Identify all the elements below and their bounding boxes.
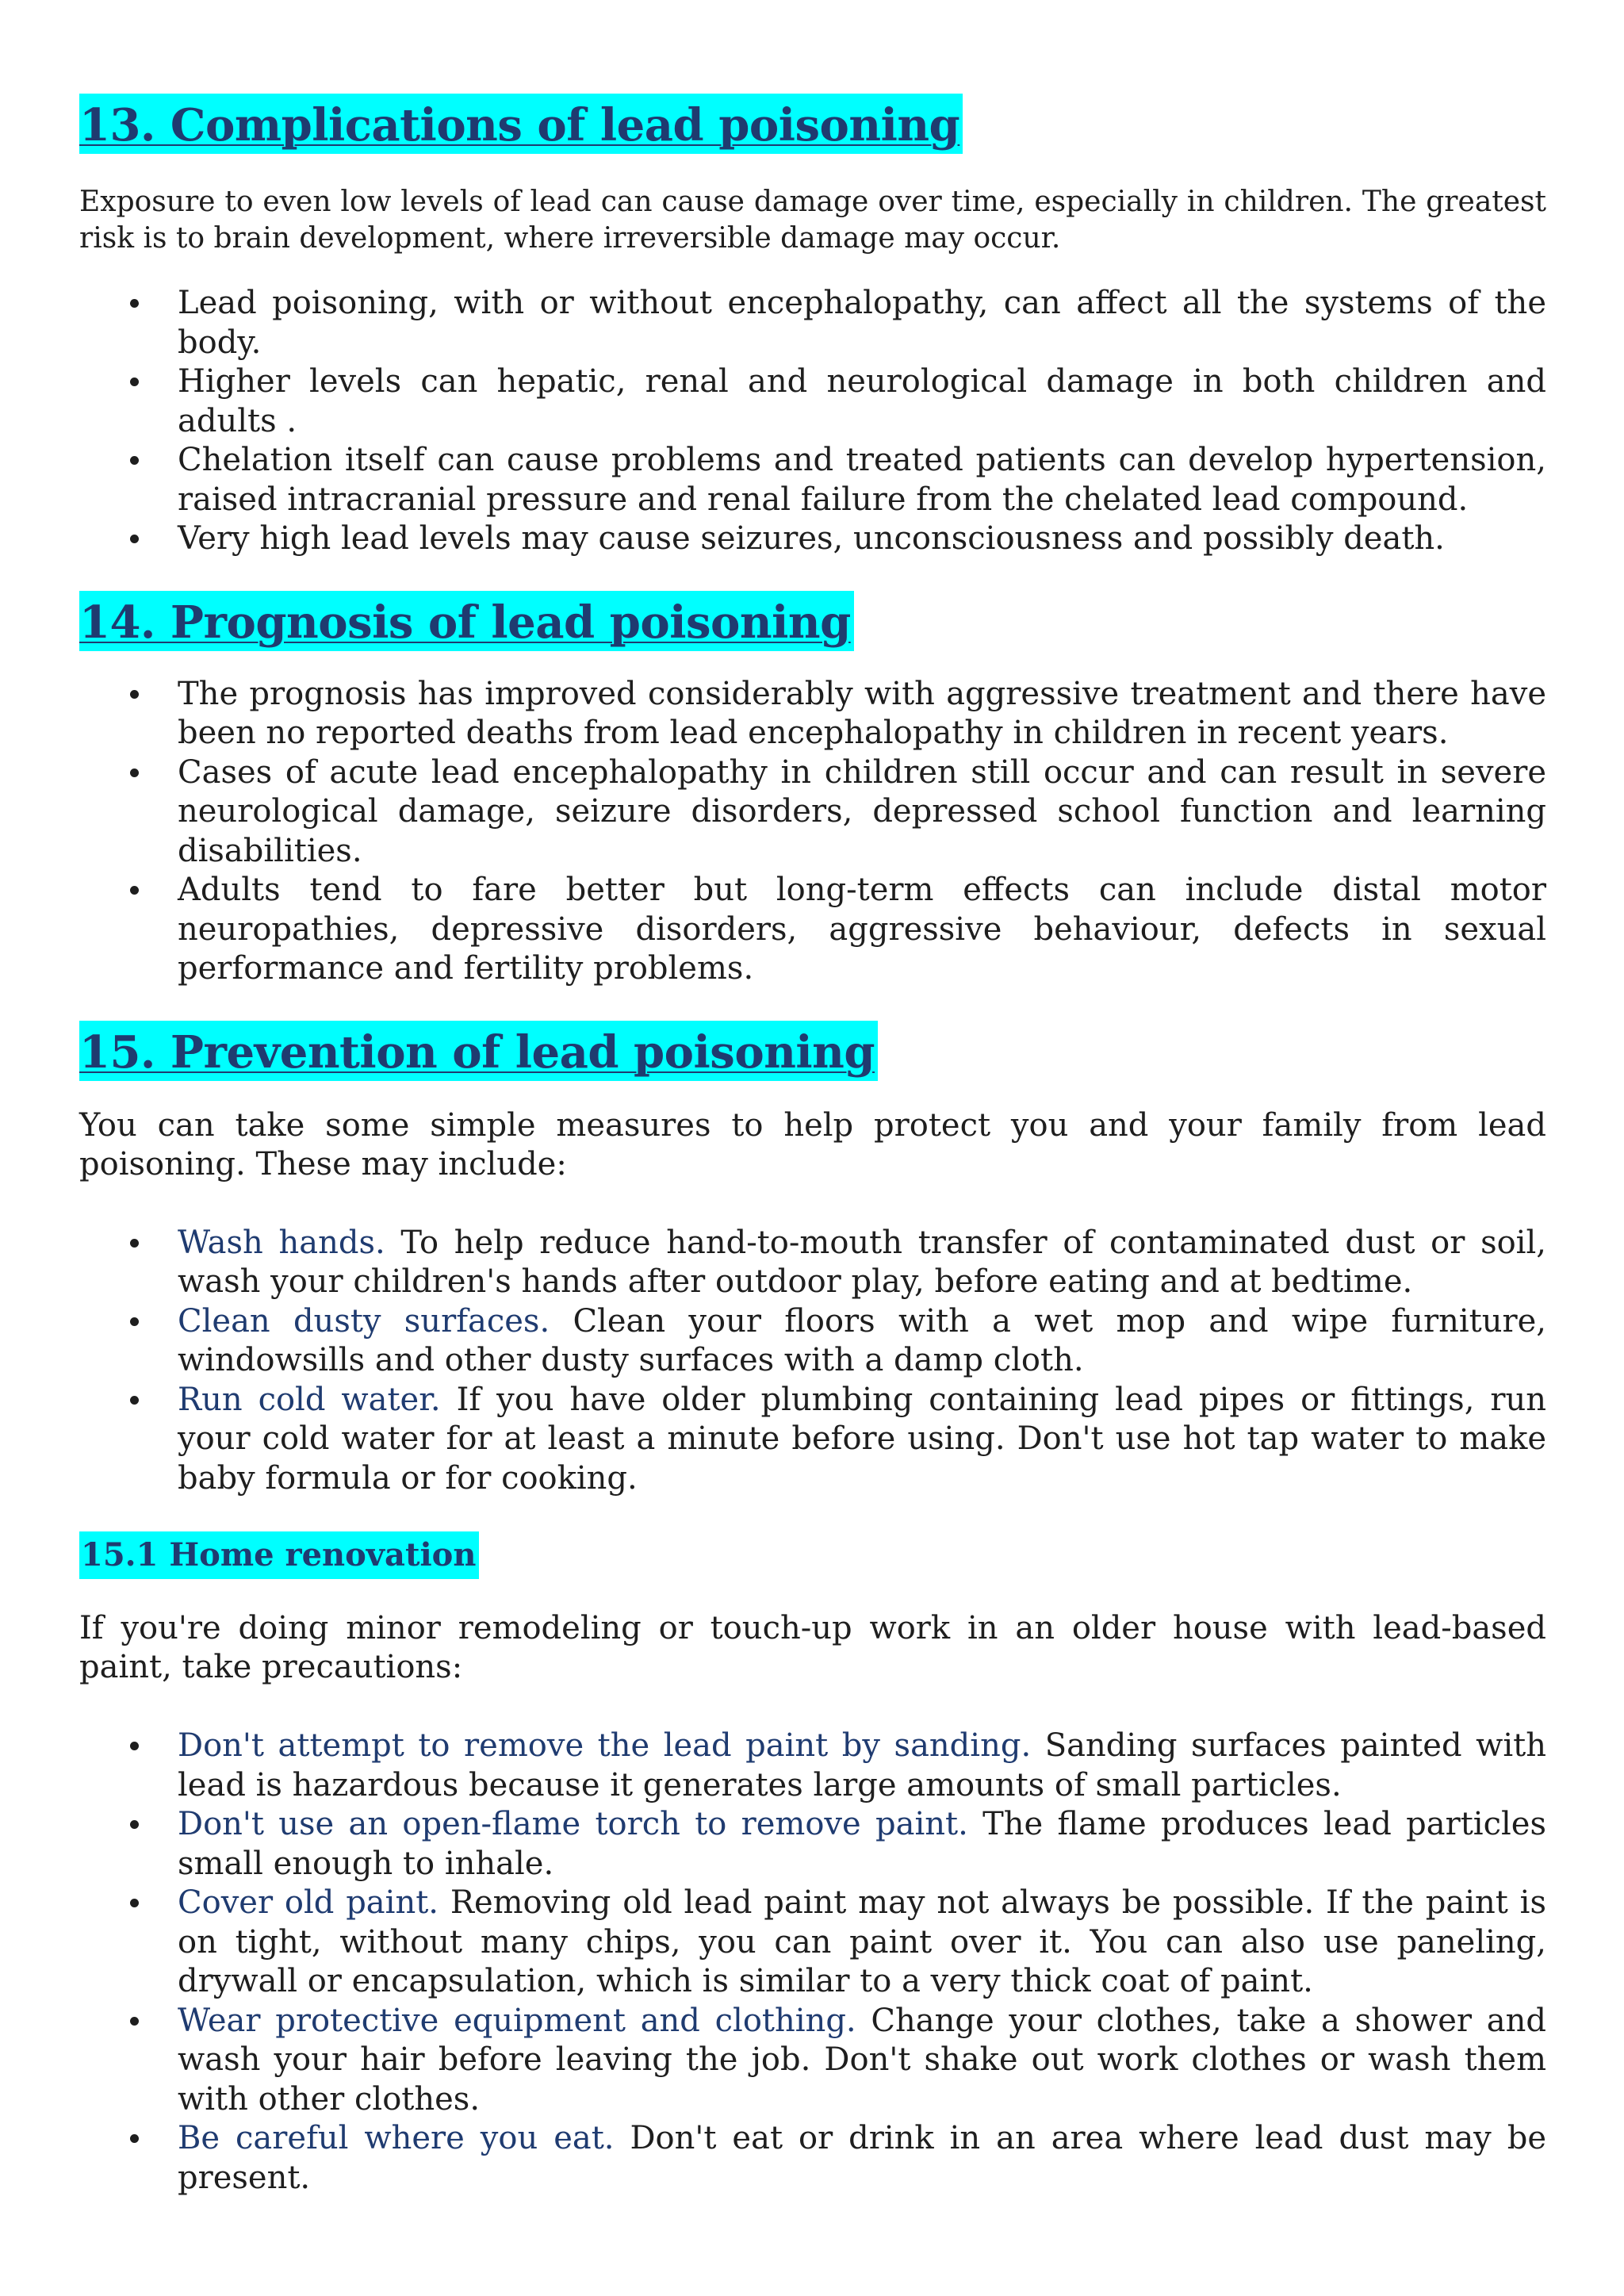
bullet-icon xyxy=(130,1396,139,1405)
section-prognosis xyxy=(79,591,1546,989)
item-lead: Cover old paint. xyxy=(178,1884,439,1921)
list-item: Higher levels can hepatic, renal and neurological damage in both children and adults . xyxy=(79,362,1546,441)
bullet-icon xyxy=(130,1317,139,1326)
item-lead: Wear protective equipment and clothing. xyxy=(178,2002,856,2039)
bullet-list xyxy=(79,675,1546,989)
list-item: The prognosis has improved considerably with aggressive treatment and there have been no reported deaths from lead encephalopathy in children in recent years. xyxy=(79,675,1546,753)
list-item: Be careful where you eat. Don't eat or drink in an area where lead dust may be present. xyxy=(79,2119,1546,2198)
item-lead: Clean dusty surfaces. xyxy=(178,1302,550,1340)
section-complications xyxy=(79,94,1546,559)
bullet-icon xyxy=(130,535,139,543)
item-lead: Run cold water. xyxy=(178,1381,441,1418)
bullet-icon xyxy=(130,1239,139,1248)
bullet-icon xyxy=(130,886,139,895)
list-item: Lead poisoning, with or without encephalopathy, can affect all the systems of the body. xyxy=(79,284,1546,362)
section-heading: 15. Prevention of lead poisoning xyxy=(79,1021,878,1081)
bullet-icon xyxy=(130,1899,139,1907)
list-item: Cover old paint. Removing old lead paint may not always be possible. If the paint is on tight, without many chips, you can paint over it. You can also use paneling, drywall or encapsulation, which is similar to a very thick coat of paint. xyxy=(79,1884,1546,2002)
list-item: Adults tend to fare better but long-term effects can include distal motor neuropathies, depressive disorders, aggressive behaviour, defects in sexual performance and fertility problems. xyxy=(79,871,1546,989)
subsection-heading: 15.1 Home renovation xyxy=(79,1531,479,1579)
section-heading: 14. Prognosis of lead poisoning xyxy=(79,591,854,651)
list-item: Don't use an open-flame torch to remove paint. The flame produces lead particles small enough to inhale. xyxy=(79,1805,1546,1884)
list-item: Cases of acute lead encephalopathy in children still occur and can result in severe neurological damage, seizure disorders, depressed school function and learning disabilities. xyxy=(79,753,1546,872)
bullet-icon xyxy=(130,2017,139,2026)
bullet-icon xyxy=(130,1820,139,1829)
section-prevention xyxy=(79,1021,1546,2198)
list-item: Very high lead levels may cause seizures, unconsciousness and possibly death. xyxy=(79,519,1546,559)
list-item: Wash hands. To help reduce hand-to-mouth transfer of contaminated dust or soil, wash your children's hands after outdoor play, before eating and at bedtime. xyxy=(79,1224,1546,1302)
list-item: Clean dusty surfaces. Clean your floors with a wet mop and wipe furniture, windowsills and other dusty surfaces with a damp cloth. xyxy=(79,1302,1546,1381)
section-intro: Exposure to even low levels of lead can cause damage over time, especially in children. The greatest risk is to brain development, where irreversible damage may occur. xyxy=(79,186,1546,255)
subsection-home-renovation xyxy=(79,1531,1546,2198)
bullet-icon xyxy=(130,769,139,777)
bullet-icon xyxy=(130,1742,139,1750)
list-item: Wear protective equipment and clothing. Change your clothes, take a shower and wash your hair before leaving the job. Don't shake out work clothes or wash them with other clothes. xyxy=(79,2002,1546,2120)
section-heading: 13. Complications of lead poisoning xyxy=(79,94,963,154)
bullet-list xyxy=(79,1727,1546,2198)
bullet-icon xyxy=(130,378,139,386)
item-lead: Don't use an open-flame torch to remove paint. xyxy=(178,1806,968,1842)
bullet-list xyxy=(79,1224,1546,1499)
bullet-list xyxy=(79,284,1546,559)
item-lead: Don't attempt to remove the lead paint by sanding. xyxy=(178,1727,1032,1764)
subsection-intro: If you're doing minor remodeling or touch-up work in an older house with lead-based paint, take precautions: xyxy=(79,1610,1546,1685)
item-lead: Be careful where you eat. xyxy=(178,2120,615,2156)
section-intro: You can take some simple measures to help protect you and your family from lead poisoning. These may include: xyxy=(79,1106,1546,1182)
bullet-icon xyxy=(130,690,139,699)
list-item: Run cold water. If you have older plumbing containing lead pipes or fittings, run your cold water for at least a minute before using. Don't use hot tap water to make baby formula or for cooking. xyxy=(79,1381,1546,1499)
bullet-icon xyxy=(130,299,139,308)
bullet-icon xyxy=(130,456,139,465)
item-lead: Wash hands. xyxy=(178,1224,385,1261)
list-item: Don't attempt to remove the lead paint by sanding. Sanding surfaces painted with lead is hazardous because it generates large amounts of small particles. xyxy=(79,1727,1546,1805)
bullet-icon xyxy=(130,2134,139,2143)
list-item: Chelation itself can cause problems and treated patients can develop hypertension, raised intracranial pressure and renal failure from the chelated lead compound. xyxy=(79,441,1546,519)
